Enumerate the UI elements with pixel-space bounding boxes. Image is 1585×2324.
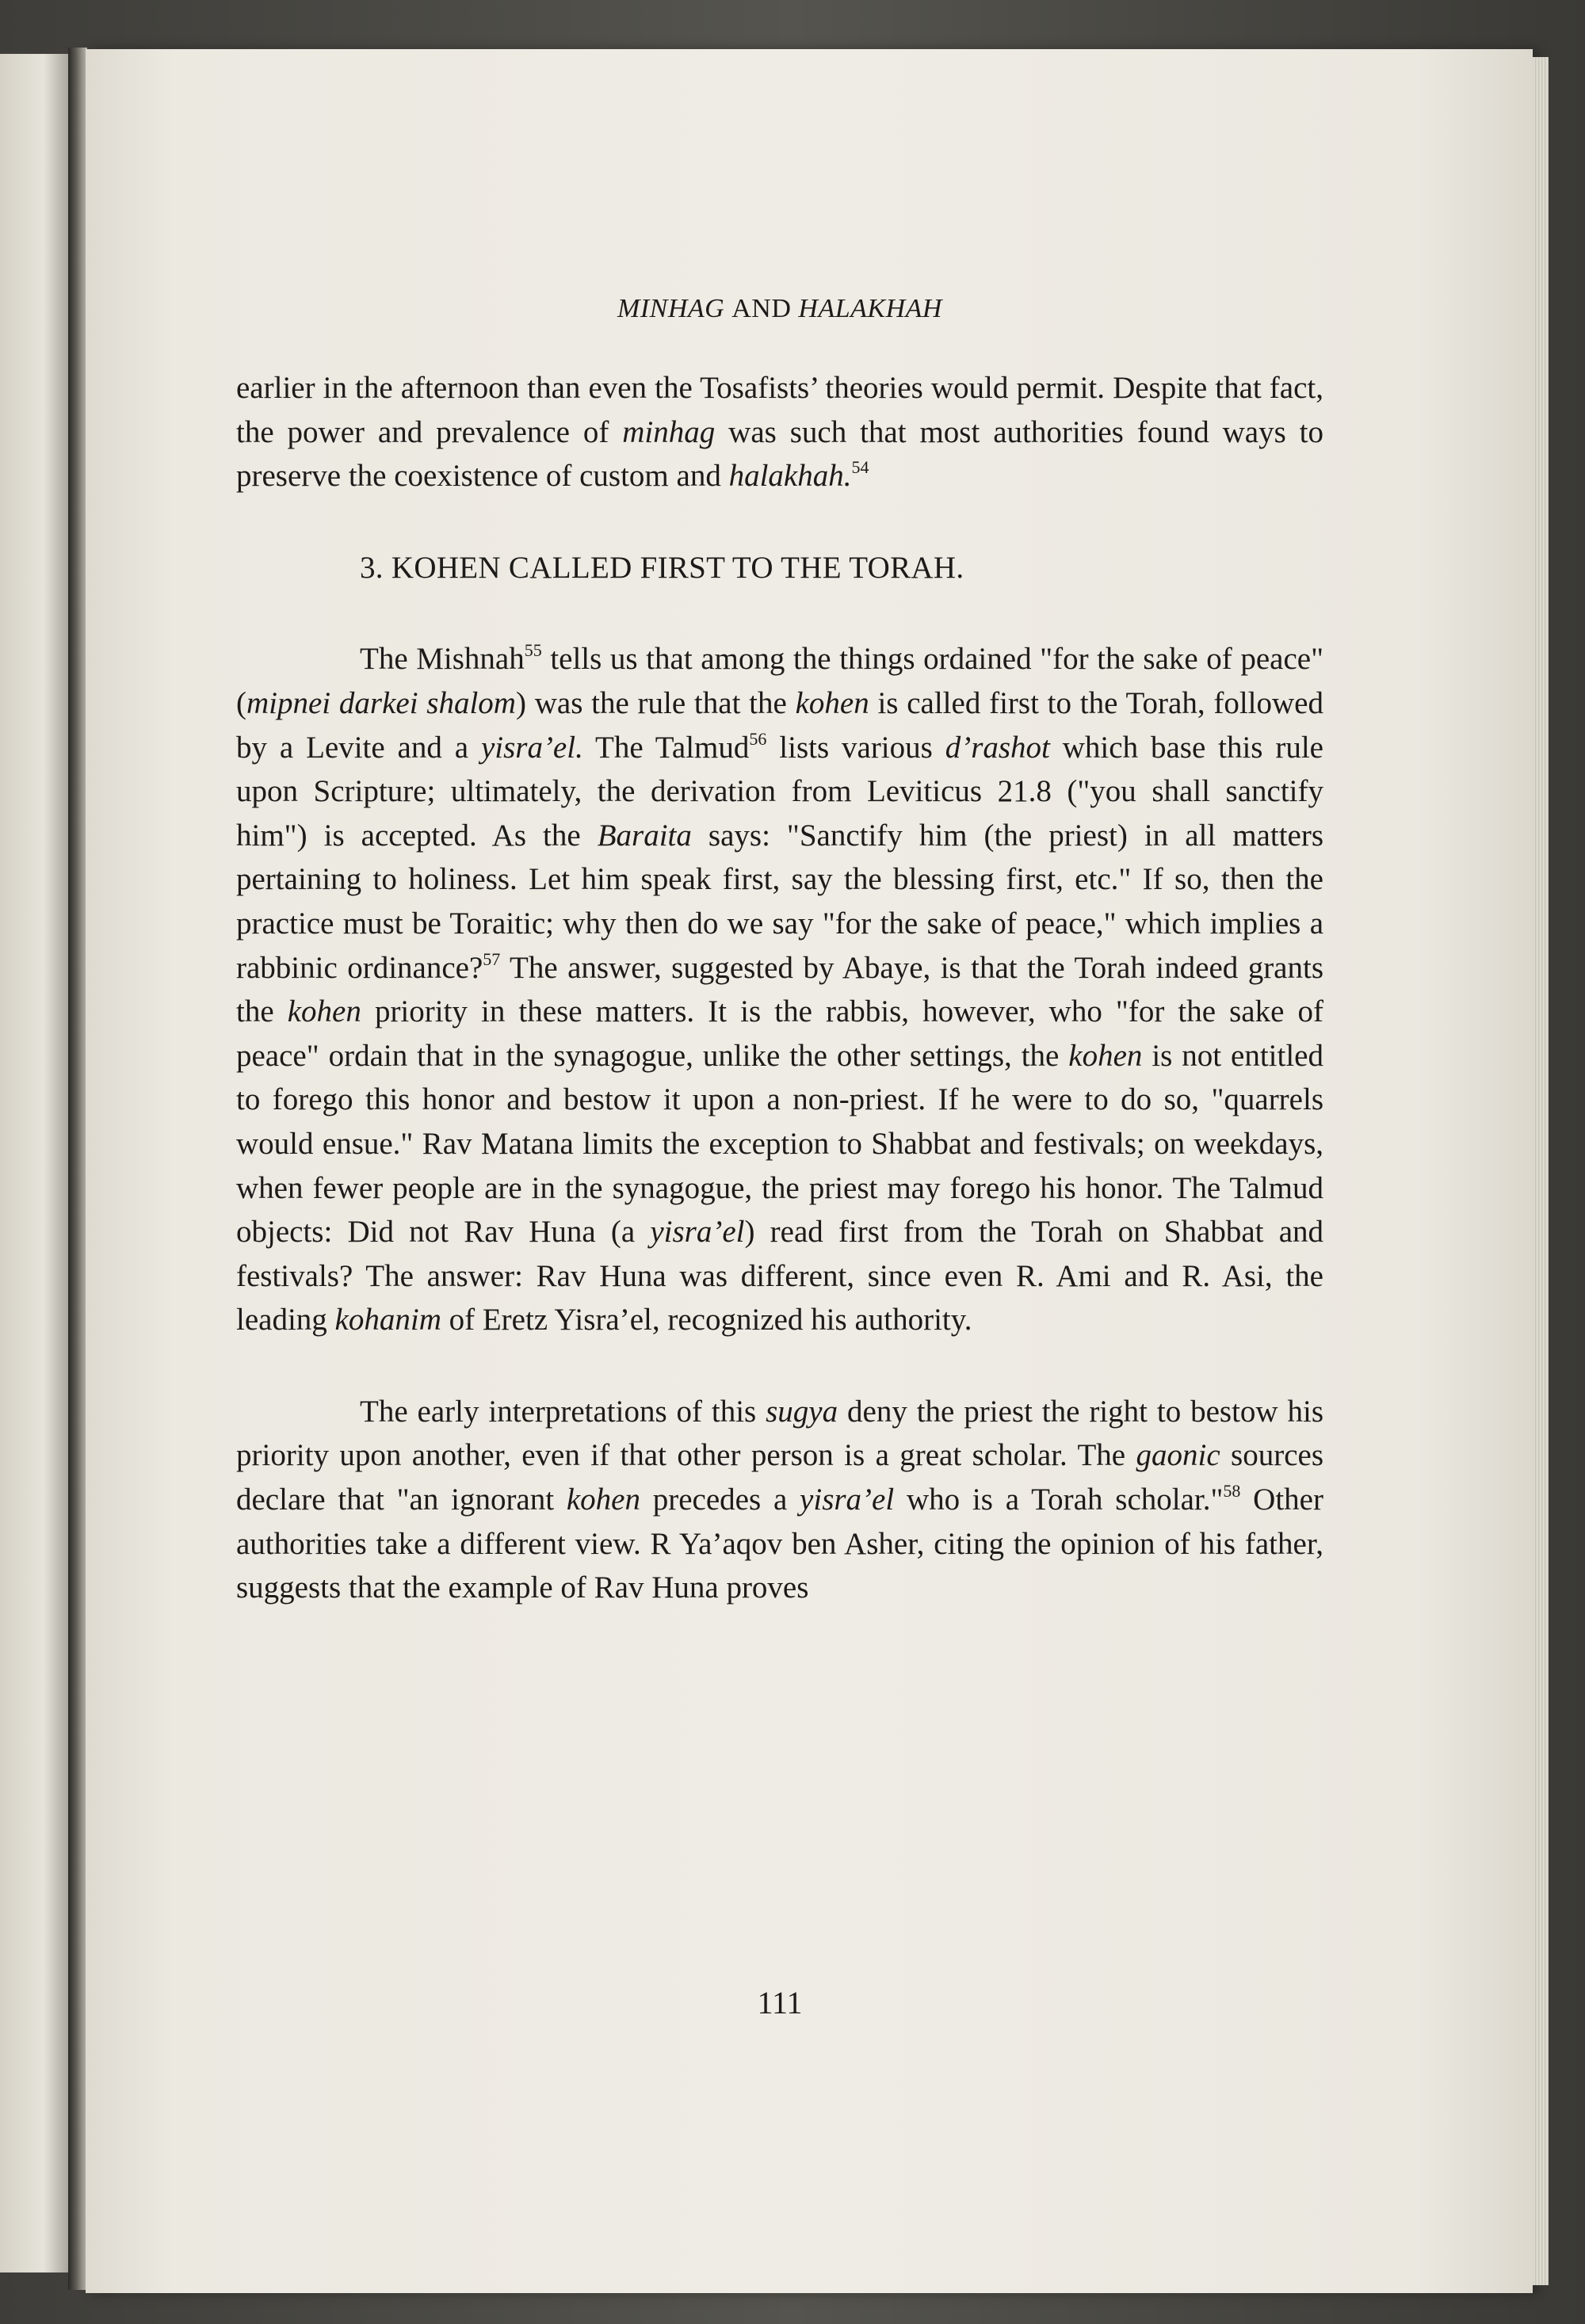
page-number: 111 — [757, 1985, 803, 2021]
running-head-and: AND — [731, 294, 792, 323]
page-stack-edge — [1533, 57, 1549, 2285]
running-head-minhag: MINHAG — [617, 294, 725, 323]
footnote-ref-57: 57 — [483, 948, 501, 969]
section-heading: 3. KOHEN CALLED FIRST TO THE TORAH. — [360, 550, 964, 585]
footnote-ref-55: 55 — [524, 640, 542, 661]
footnote-ref-54: 54 — [851, 457, 869, 478]
paragraph-2: The Mishnah$^{55}$ tells us that among the things ordained "for the sake of peace" (mipnei darkei shalom) was the rule that the kohen is called first to the Torah, followed by a Levite and a yisra’el. The Talmud$^{56}$ lists various d’rashot which base this rule upon Scripture; ultimately, the derivation from Leviticus 21.8 ("you shall sanctify him") is accepted. As the Baraita says: "Sanctify him (the priest) in all matters pertaining to holiness. Let him speak first, say the blessing first, etc." If so, then the practice must be Toraitic; why then do we say "for the sake of peace," which implies a rabbinic ordinance?$^{57}$ The answer, suggested by Abaye, is that the Torah indeed grants the kohen priority in these matters. It is the rabbis, however, who "for the sake of peace" ordain that in the synagogue, unlike the other settings, the kohen is not entitled to forego this honor and bestow it upon a non-priest. If he were to do so, "quarrels would ensue." Rav Matana limits the exception to Shabbat and festivals; on weekdays, when fewer people are in the synagogue, the priest may forego his honor. The Talmud objects: Did not Rav Huna (a yisra’el) read first from the Torah on Shabbat and festivals? The answer: Rav Huna was different, since even R. Ami and R. Asi, the leading kohanim of Eretz Yisra’el, recognized his authority. — [236, 640, 1324, 1338]
footnote-ref-56: 56 — [749, 728, 767, 749]
running-head — [236, 293, 1323, 325]
facing-page-edge — [0, 54, 73, 2272]
footnote-ref-58: 58 — [1223, 1481, 1241, 1502]
paragraph-3: The early interpretations of this sugya deny the priest the right to bestow his priority upon another, even if that other person is a great scholar. The gaonic sources declare that "an ignorant kohen precedes a yisra’el who is a Torah scholar."$^{58}$ Other authorities take a different view. R Ya’aqov ben Asher, citing the opinion of his father, suggests that the example of Rav Huna proves — [236, 1394, 1323, 1605]
paragraph-1: earlier in the afternoon than even the Tosafists’ theories would permit. Despite that fact, the power and prevalence of minhag was such that most authorities found ways to preserve the coexistence of custom and halakhah.$^{54}$ — [236, 371, 1323, 494]
running-head-halakhah: HALAKHAH — [798, 294, 942, 323]
page-text-block — [236, 293, 1323, 1610]
book-gutter — [68, 48, 87, 2290]
